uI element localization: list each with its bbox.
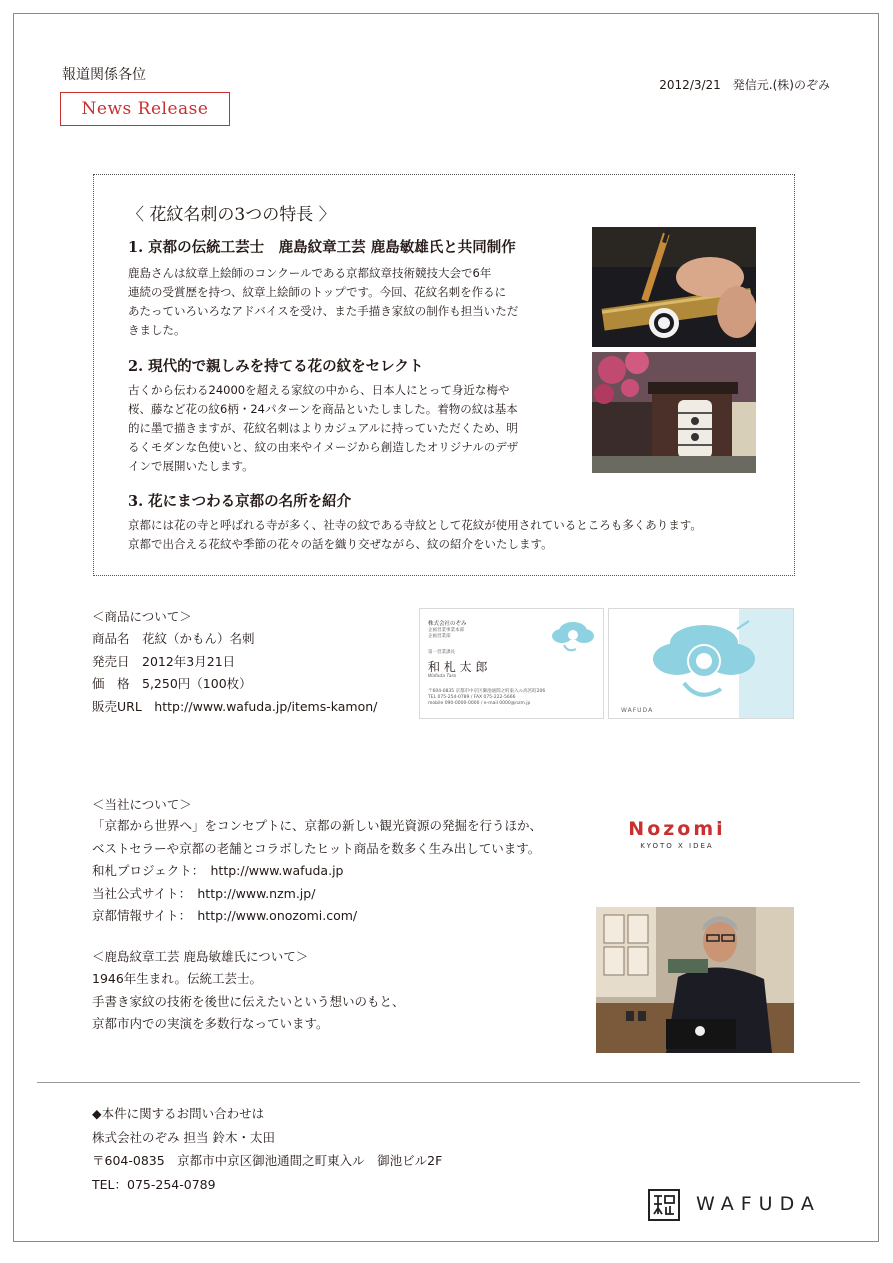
contact-info (92, 1102, 442, 1196)
card-address: 〒604-0835 京都市中京区御池通間之町東入ル高宮町206 TEL 075-254-0789 / FAX 075-222-5666 mobile 090-0000-0000 / e-mail 0000@nzm.jp (428, 689, 546, 706)
feature-3-text: 京都には花の寺と呼ばれる寺が多く、社寺の紋である寺紋として花紋が使用されているところも多くあります。 京都で出合える花紋や季節の花々の話を織り交ぜながら、紋の紹介をいたします。 (128, 518, 702, 551)
artisan-section-label: ＜鹿島紋章工芸 鹿島敏雄氏について＞ (92, 949, 309, 964)
artisan-info: 1946年生まれ。伝統工芸士。 手書き家紋の技術を後世に伝えたいという想いのもと、 京都市内での実演を多数行なっています。 (92, 971, 405, 1031)
contact-tel: TEL：075-254-0789 (92, 1176, 216, 1192)
sales-url-row: 販売URL http://www.wafuda.jp/items-kamon/ (92, 698, 378, 714)
feature-1-text: 鹿島さんは紋章上絵師のコンクールである京都紋章技術競技大会で6年 連続の受賞歴を持つ、紋章上絵師のトップです。今回、花紋名刺を作るに あたっていろいろなアドバイスを受け、また手描き家紋の制作も担当いただ きました。 (128, 266, 519, 337)
contact-address: 〒604-0835 京都市中京区御池通間之町東入ル 御池ビル2F (92, 1153, 443, 1168)
product-section-label: ＜商品について＞ (92, 609, 192, 624)
contact-heading: ◆本件に関するお問い合わせは (92, 1106, 265, 1121)
wafuda-wordmark: WAFUDA (696, 1193, 821, 1215)
business-card-back (608, 608, 794, 719)
business-card-front (419, 608, 604, 719)
kyoto-info-site-row: 京都情報サイト： http://www.onozomi.com/ (92, 908, 358, 923)
card-back-brand: WAFUDA (621, 707, 654, 714)
addressee: 報道関係各位 (62, 67, 146, 83)
contact-person: 株式会社のぞみ 担当 鈴木・太田 (92, 1129, 275, 1145)
feature-1-heading: 1. 京都の伝統工芸士 鹿島紋章工芸 鹿島敏雄氏と共同制作 (128, 239, 516, 256)
release-date-row: 発売日 2012年3月21日 (92, 653, 236, 669)
card-dept: 企画営業事業本部 企画営業部 (428, 628, 464, 639)
feature-2-heading: 2. 現代的で親しみを持てる花の紋をセレクト (128, 358, 424, 375)
artisan-portrait-photo (596, 907, 794, 1053)
feature-3-heading: 3. 花にまつわる京都の名所を紹介 (128, 493, 352, 510)
wafuda-mark-icon (648, 1189, 680, 1221)
card-role: 第一営業課長 (428, 650, 455, 655)
features-title: 〈 花紋名刺の3つの特長 〉 (127, 205, 336, 225)
news-release-badge: News Release (60, 92, 230, 126)
plum-crest-large-icon (649, 617, 759, 707)
product-name-row: 商品名 花紋（かもん）名刺 (92, 631, 255, 646)
card-name: 和 札 太 郎 (428, 660, 488, 674)
price-row: 価 格 5,250円（100枚） (92, 676, 252, 691)
feature-2-text: 古くから伝わる24000を超える家紋の中から、日本人にとって身近な梅や 桜、藤など花の紋6柄・24パターンを商品といたしました。着物の紋は基本 的に墨で描きますが、花紋名刺はよりカジュアルに持っていただくため、明 るくモダンな色使いと、紋の由来やイメージから創造したオリジナルのデザ インで展開いたします。 (128, 383, 519, 473)
card-romaji: Wafuda Taro (428, 674, 457, 679)
dateline: 2012/3/21 発信元.(株)のぞみ (659, 78, 830, 92)
nozomi-logo (612, 818, 742, 850)
wafuda-url-row: 和札プロジェクト： http://www.wafuda.jp (92, 863, 344, 878)
nozomi-tagline: KYOTO X IDEA (640, 842, 714, 850)
nozomi-wordmark: Nozomi (628, 818, 726, 840)
card-company: 株式会社のぞみ (428, 621, 467, 627)
plum-crest-small-icon (550, 619, 596, 655)
company-section-label: ＜当社について＞ (92, 797, 192, 812)
crest-painting-photo (592, 227, 756, 347)
product-info (92, 628, 377, 718)
divider (37, 1082, 860, 1083)
company-info: 「京都から世界へ」をコンセプトに、京都の新しい観光資源の発掘を行うほか、 ベストセラーや京都の老舗とコラボしたヒット商品を数多く生み出しています。 和札プロジェクト： http://www.wafuda.jp 当社公式サイト： http://www.nzm.jp/ 京都情報サイト： http://www.onozomi.com/ (92, 815, 542, 928)
shrine-plum-photo (592, 352, 756, 473)
official-site-row: 当社公式サイト： http://www.nzm.jp/ (92, 885, 316, 901)
